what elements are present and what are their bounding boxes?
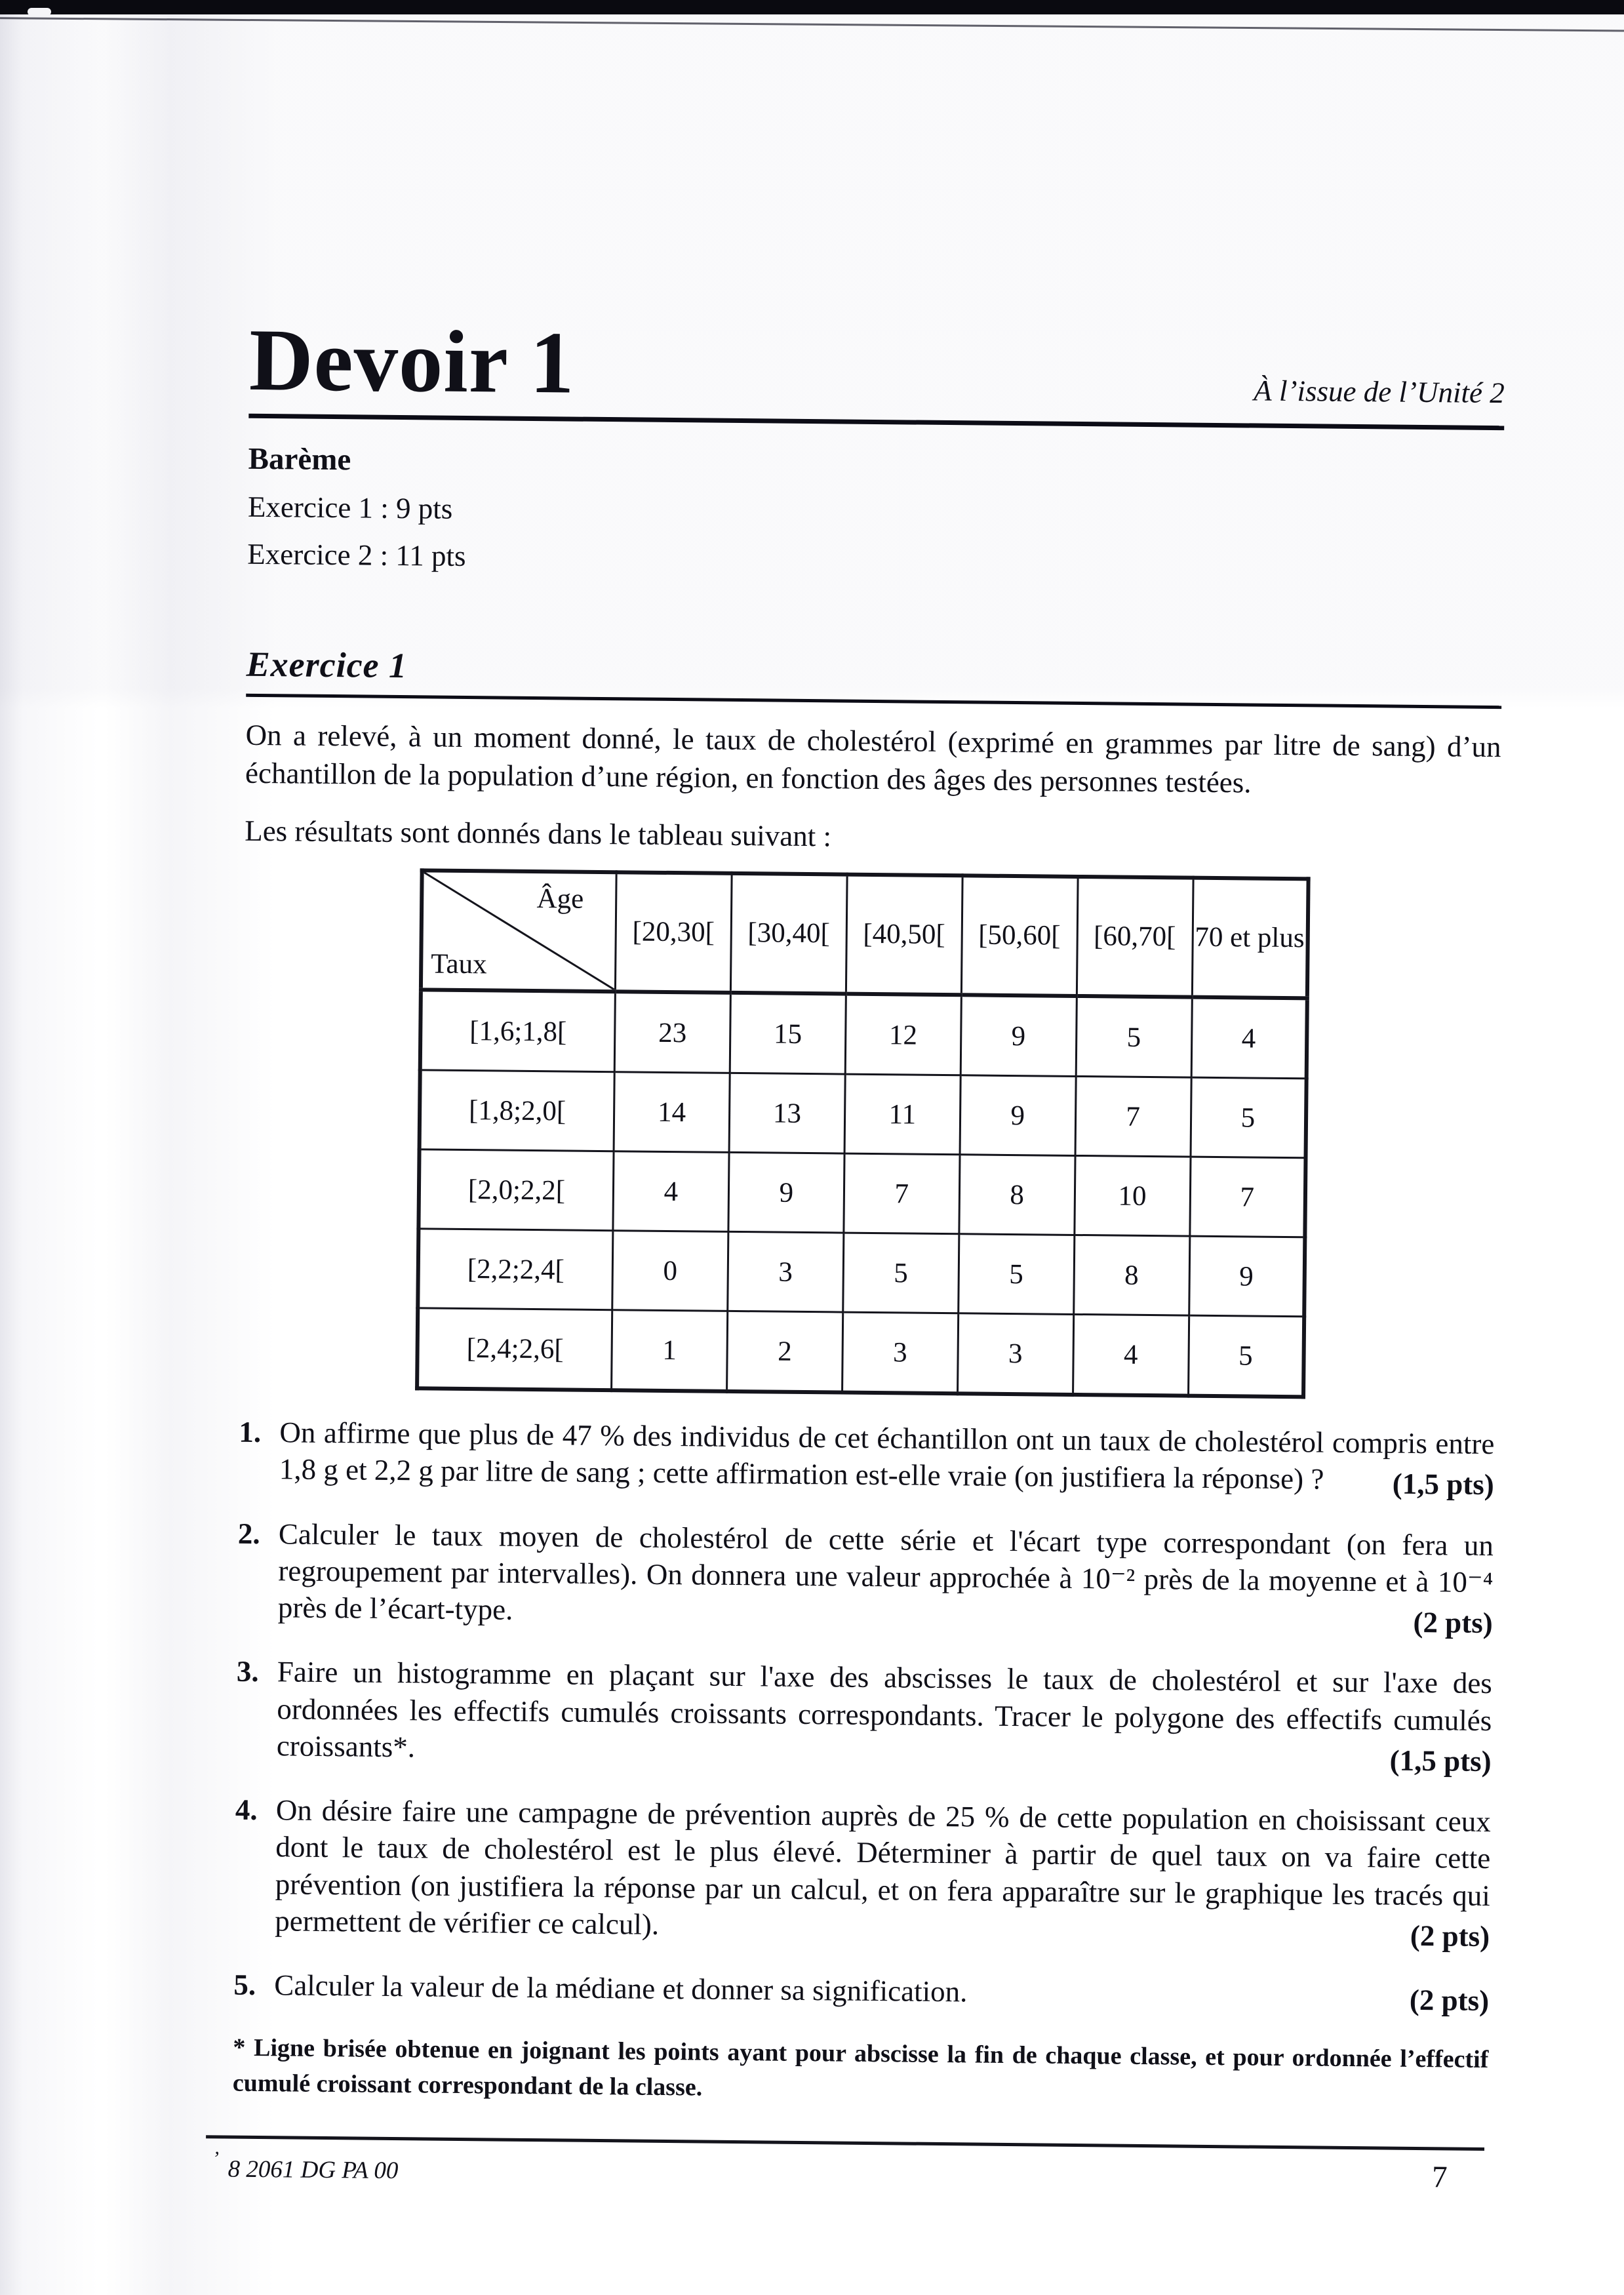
col-header: [60,70[ xyxy=(1077,877,1193,997)
question-number: 3. xyxy=(236,1655,259,1688)
table-cell: 9 xyxy=(728,1153,844,1233)
row-label: [2,4;2,6[ xyxy=(417,1308,612,1390)
table-cell: 11 xyxy=(844,1074,961,1155)
document-page xyxy=(0,24,1624,2197)
scanner-edge-strip xyxy=(0,0,1624,14)
col-header: [40,50[ xyxy=(846,875,962,995)
bareme-heading: Barème xyxy=(248,441,351,477)
question-text: Calculer la valeur de la médiane et donner sa signification. xyxy=(274,1968,968,2008)
row-label: [2,0;2,2[ xyxy=(418,1149,614,1231)
table-cell: 0 xyxy=(612,1231,728,1311)
table-cell: 14 xyxy=(614,1072,730,1153)
bareme-line-2: Exercice 2 : 11 pts xyxy=(247,538,466,573)
table-cell: 1 xyxy=(612,1310,728,1391)
col-header: [30,40[ xyxy=(730,873,847,994)
table-row xyxy=(418,1229,1305,1317)
table-cell: 3 xyxy=(957,1313,1073,1395)
table-cell: 7 xyxy=(1075,1077,1191,1157)
table-cell: 5 xyxy=(1188,1315,1304,1397)
question-item-5 xyxy=(233,1966,1490,2020)
bareme-line-1: Exercice 1 : 9 pts xyxy=(247,490,453,525)
page-title: Devoir 1 xyxy=(248,311,576,412)
table-cell: 5 xyxy=(843,1233,959,1313)
table-cell: 7 xyxy=(1189,1157,1305,1237)
table-row xyxy=(420,990,1307,1079)
document-code xyxy=(205,2148,398,2185)
table-cell: 4 xyxy=(1191,997,1307,1079)
table-cell: 3 xyxy=(842,1312,958,1393)
question-body xyxy=(279,1414,1495,1503)
table-cell: 4 xyxy=(1073,1315,1189,1396)
question-body xyxy=(277,1654,1493,1780)
table-cell: 13 xyxy=(729,1073,845,1154)
table-cell: 9 xyxy=(1189,1236,1305,1317)
page-footer xyxy=(205,2136,1484,2196)
question-item-1 xyxy=(239,1414,1495,1504)
stray-mark: ’ xyxy=(212,2147,219,2170)
page-body xyxy=(212,311,1505,2196)
table-row xyxy=(420,1070,1307,1158)
table-cell: 15 xyxy=(730,993,846,1074)
row-label: [1,8;2,0[ xyxy=(420,1070,615,1151)
question-item-4 xyxy=(234,1791,1491,1955)
question-points: (1,5 pts) xyxy=(1389,1744,1492,1778)
table-cell: 3 xyxy=(728,1232,844,1313)
table-cell: 8 xyxy=(1073,1235,1189,1316)
question-number: 1. xyxy=(239,1415,262,1449)
footnote-text: * Ligne brisée obtenue en joignant les points ayant pour abscisse la fin de chaque classe, et pour ordonnée l’effectif cumulé croissant correspondant de la classe. xyxy=(232,2034,1489,2102)
question-body xyxy=(278,1515,1494,1642)
page-number: 7 xyxy=(1431,2160,1448,2195)
document-code-text: 8 2061 DG PA 00 xyxy=(228,2155,399,2185)
corner-label-taux: Taux xyxy=(431,948,487,980)
bareme-section xyxy=(247,435,1504,591)
table-cell: 10 xyxy=(1074,1156,1190,1237)
question-text: On affirme que plus de 47 % des individus de cet échantillon ont un taux de cholestérol compris entre 1,8 g et 2,2 g par litre de sang ; cette affirmation est-elle vraie (on justifiera la réponse) ? xyxy=(279,1416,1495,1496)
exercise-heading-rule xyxy=(246,644,1502,709)
table-cell: 5 xyxy=(1076,996,1192,1077)
table-cell: 7 xyxy=(844,1153,960,1234)
question-points: (2 pts) xyxy=(1409,1984,1490,2018)
header-right-note: À l’issue de l’Unité 2 xyxy=(1254,374,1505,409)
table-cell: 8 xyxy=(959,1155,1075,1235)
table-cell: 4 xyxy=(613,1151,729,1232)
question-number: 2. xyxy=(237,1517,260,1550)
col-header: [20,30[ xyxy=(615,872,732,993)
table-cell: 9 xyxy=(961,995,1077,1076)
table-cell: 2 xyxy=(726,1311,842,1393)
question-points: (1,5 pts) xyxy=(1392,1467,1494,1502)
table-lead-text: Les résultats sont donnés dans le tableau suivant : xyxy=(244,814,832,852)
row-label: [2,2;2,4[ xyxy=(418,1229,613,1310)
exercise-heading: Exercice 1 xyxy=(246,645,408,686)
table-cell: 12 xyxy=(845,994,961,1075)
table-cell: 9 xyxy=(960,1075,1076,1156)
header-row xyxy=(248,311,1505,430)
question-text: Faire un histogramme en plaçant sur l'axe des abscisses le taux de cholestérol et sur l'axe des ordonnées les effectifs cumulés croissants correspondants. Tracer le polygone des effectifs cumulés croissants*. xyxy=(276,1655,1493,1764)
question-text: On désire faire une campagne de prévention auprès de 25 % de cette population en choisissant ceux dont le taux de cholestérol est le plus élevé. Déterminer à partir de quel taux on va faire cette prévention (on justifiera la réponse par un calcul, et on fera apparaître sur le graphique les tracés qui permettent de vérifier ce calcul). xyxy=(275,1793,1492,1941)
row-label: [1,6;1,8[ xyxy=(420,990,616,1072)
cholesterol-table xyxy=(415,868,1311,1399)
question-number: 4. xyxy=(235,1793,258,1827)
table-corner-cell xyxy=(421,871,616,992)
question-item-3 xyxy=(236,1653,1493,1780)
col-header: [50,60[ xyxy=(961,875,1078,996)
table-row xyxy=(418,1149,1305,1237)
question-number: 5. xyxy=(233,1968,256,2002)
question-body xyxy=(274,1966,1490,2019)
col-header: 70 et plus xyxy=(1192,878,1309,999)
question-text: Calculer le taux moyen de cholestérol de cette série et l'écart type correspondant (on fera un regroupement par intervalles). On donnera une valeur approchée à 10⁻² près de la moyenne et à 10⁻⁴ près de l’écart-type. xyxy=(277,1517,1494,1626)
table-cell: 23 xyxy=(614,991,730,1073)
question-item-2 xyxy=(237,1515,1494,1641)
question-list xyxy=(233,1414,1495,2020)
question-points: (2 pts) xyxy=(1413,1606,1493,1640)
table-cell: 5 xyxy=(1191,1077,1307,1158)
scanner-edge-notch xyxy=(28,8,51,16)
table-header-row xyxy=(421,871,1309,999)
table-cell: 5 xyxy=(958,1234,1074,1315)
corner-label-age: Âge xyxy=(536,883,584,915)
question-points: (2 pts) xyxy=(1410,1919,1490,1953)
exercise-intro: On a relevé, à un moment donné, le taux de cholestérol (exprimé en grammes par litre de sang) d’un échantillon de la population d’une région, en fonction des âges des personnes testées. xyxy=(245,719,1501,799)
question-body xyxy=(275,1791,1491,1955)
table-row xyxy=(417,1308,1304,1397)
